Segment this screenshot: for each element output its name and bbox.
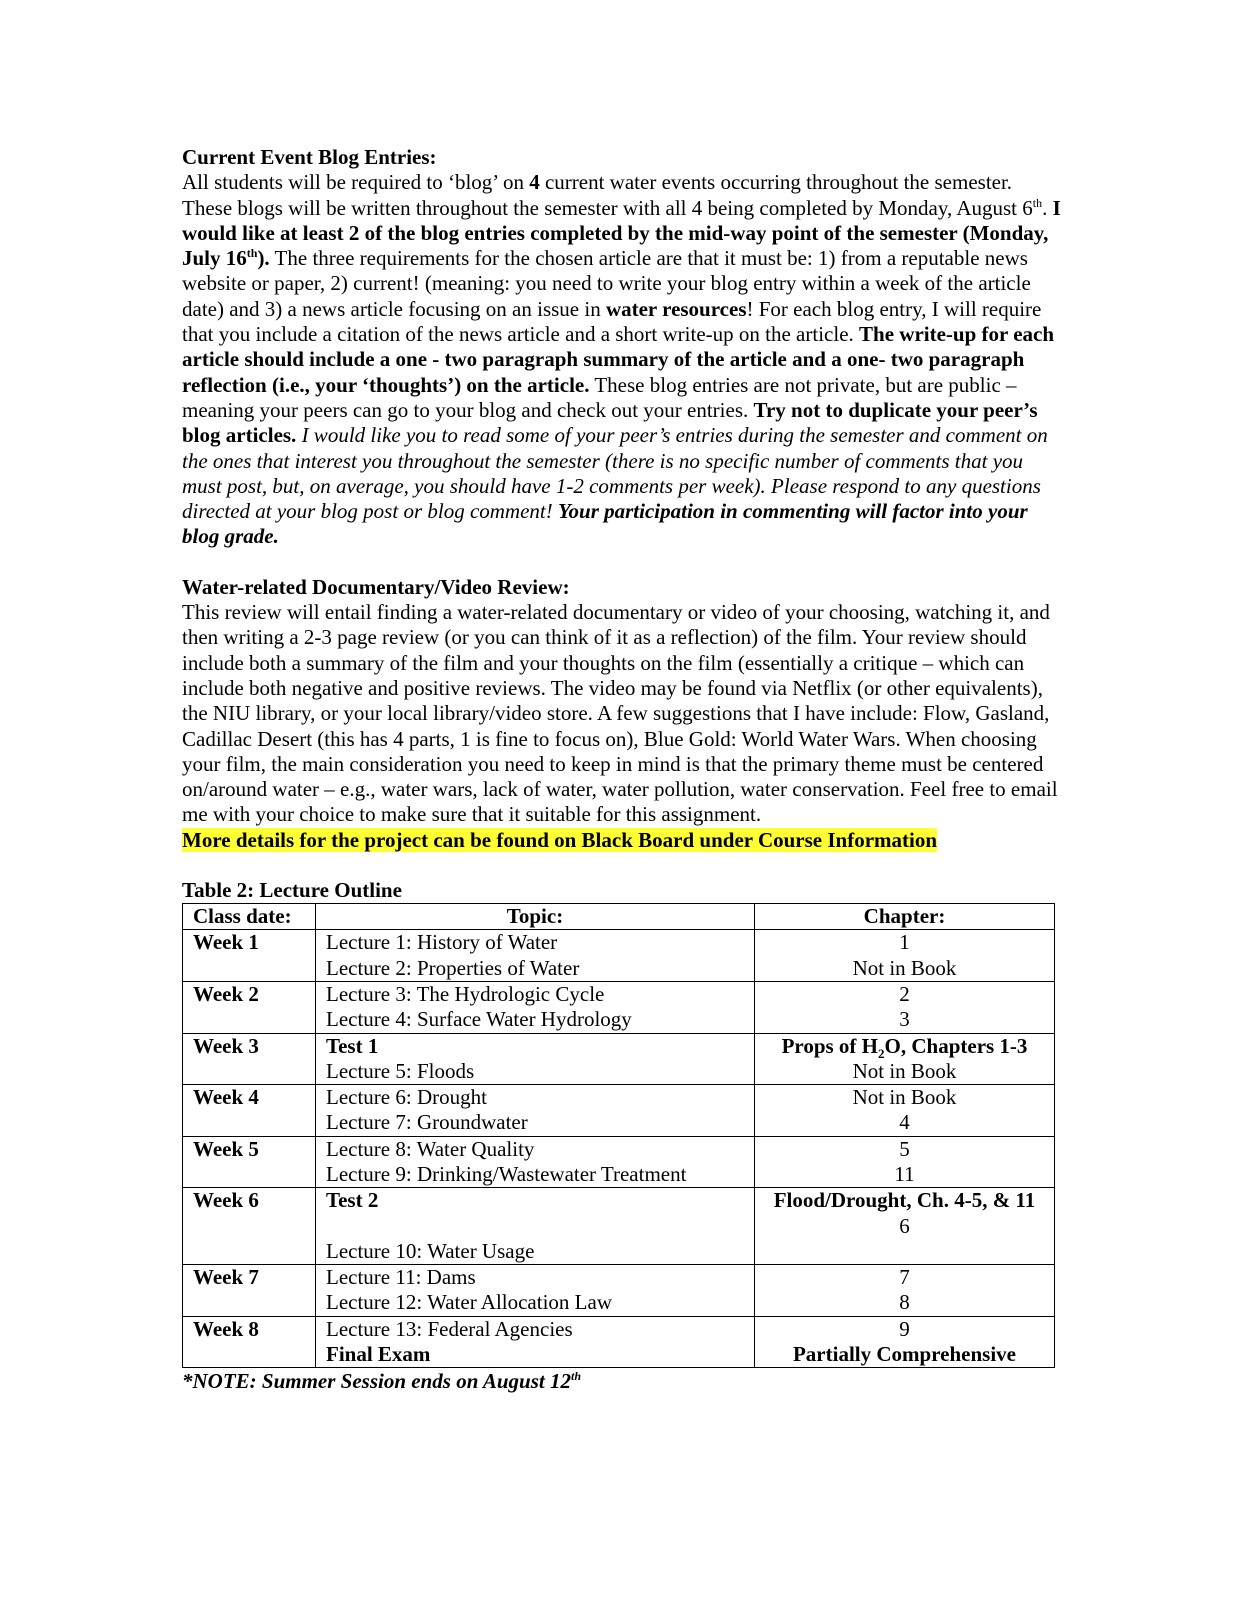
topic: Test 2	[326, 1188, 379, 1213]
chapter-cell	[755, 930, 1055, 982]
blog-heading: Current Event Blog Entries:	[182, 145, 437, 169]
document-page	[182, 145, 1062, 1394]
topic: Lecture 6: Drought	[326, 1085, 487, 1110]
table-row	[183, 1265, 1055, 1317]
topic-cell	[316, 930, 755, 982]
chapter: 7	[899, 1265, 910, 1290]
topic: Lecture 7: Groundwater	[326, 1110, 528, 1135]
topic: Test 1	[326, 1033, 379, 1058]
topic: Lecture 2: Properties of Water	[326, 955, 580, 980]
header-topic: Topic:	[316, 904, 755, 930]
chapter: 1	[899, 930, 910, 955]
blog-section	[182, 145, 1062, 550]
blog-count: 4	[529, 170, 540, 195]
superscript: th	[1032, 195, 1043, 210]
week-cell: Week 1	[183, 930, 316, 982]
chapter: Partially Comprehensive	[792, 1342, 1016, 1367]
week-cell: Week 3	[183, 1033, 316, 1085]
topic-cell	[316, 1265, 755, 1317]
note-text: *NOTE: Summer Session ends on August 12	[182, 1369, 571, 1394]
chapter-cell	[755, 1033, 1055, 1085]
chapter-cell	[755, 1188, 1055, 1265]
table-caption: Table 2: Lecture Outline	[182, 878, 402, 903]
week-cell: Week 4	[183, 1085, 316, 1137]
chapter: Not in Book	[852, 1085, 957, 1110]
blog-emphasis: Your participation in commenting will factor into your blog grade.	[182, 499, 1028, 549]
chapter-cell	[755, 1136, 1055, 1188]
superscript: th	[246, 246, 258, 261]
review-section	[182, 575, 1062, 853]
chapter: Flood/Drought, Ch. 4-5, & 11	[773, 1188, 1036, 1213]
chapter: 9	[899, 1316, 910, 1341]
chapter-part: Props of H	[781, 1033, 879, 1058]
week-cell: Week 8	[183, 1316, 316, 1368]
week-cell: Week 7	[183, 1265, 316, 1317]
topic: Lecture 11: Dams	[326, 1265, 476, 1290]
topic: Lecture 10: Water Usage	[326, 1238, 535, 1263]
chapter-cell	[755, 1085, 1055, 1137]
subscript: 2	[878, 1045, 885, 1061]
session-note	[182, 1368, 1062, 1394]
blog-text: .	[1042, 195, 1053, 220]
table-row	[183, 1136, 1055, 1188]
table-row	[183, 1188, 1055, 1265]
review-body: This review will entail finding a water-related documentary or video of your choosing, watching it, and then writing a 2-3 page review (or you can think of it as a reflection) of the film. Your review should include both a summary of the film and your thoughts on the film (essentially a critique – which can include both negative and positive reviews. The video may be found via Netflix (or other equivalents), the NIU library, or your local library/video store. A few suggestions that I have include: Flow, Gasland, Cadillac Desert (this has 4 parts, 1 is fine to focus on), Blue Gold: World Water Wars. When choosing your film, the main consideration you need to keep in mind is that the primary theme must be centered on/around water – e.g., water wars, lack of water, water pollution, water conservation. Feel free to email me with your choice to make sure that it suitable for this assignment.	[182, 600, 1058, 827]
lecture-outline-table	[182, 903, 1055, 1368]
topic-cell	[316, 1136, 755, 1188]
chapter	[755, 1034, 1054, 1059]
table-row	[183, 1316, 1055, 1368]
blog-emphasis: ).	[257, 246, 270, 271]
chapter-part: O, Chapters 1-3	[884, 1033, 1028, 1058]
blog-italic: I would like you to read some of your peer’s entries during the semester and comment on the ones that interest you throughout the semester (there is no specific number of comments that you must post, but, on average, you should have 1-2 comments per week). Please respond to any questions directed at your blog post or blog comment!	[182, 423, 1048, 524]
chapter: 8	[899, 1290, 910, 1315]
topic: Lecture 8: Water Quality	[326, 1136, 535, 1161]
topic: Lecture 12: Water Allocation Law	[326, 1290, 612, 1315]
table-row	[183, 1033, 1055, 1085]
chapter-cell	[755, 1316, 1055, 1368]
highlighted-note: More details for the project can be found on Black Board under Course Information	[182, 827, 938, 852]
blog-text: current water events occurring throughout the semester. These blogs will be written throughout the semester with all 4 being completed by Monday, August 6	[182, 170, 1033, 220]
topic: Lecture 9: Drinking/Wastewater Treatment	[326, 1161, 687, 1186]
topic-cell	[316, 1085, 755, 1137]
topic: Lecture 3: The Hydrologic Cycle	[326, 981, 605, 1006]
header-class-date: Class date:	[183, 904, 316, 930]
topic: Lecture 4: Surface Water Hydrology	[326, 1007, 632, 1032]
topic-cell	[316, 1188, 755, 1265]
blog-emphasis: I would like at least 2 of the blog entries completed by the mid-way point of the semester (Monday, July 16	[182, 195, 1061, 271]
week-cell: Week 2	[183, 981, 316, 1033]
chapter: Not in Book	[852, 955, 957, 980]
week-cell: Week 5	[183, 1136, 316, 1188]
chapter: Not in Book	[852, 1058, 957, 1083]
table-row	[183, 1085, 1055, 1137]
table-row	[183, 930, 1055, 982]
topic: Lecture 1: History of Water	[326, 930, 558, 955]
header-chapter: Chapter:	[755, 904, 1055, 930]
chapter: 11	[894, 1161, 915, 1186]
topic-cell	[316, 1316, 755, 1368]
review-heading: Water-related Documentary/Video Review:	[182, 574, 570, 599]
topic-cell	[316, 1033, 755, 1085]
topic: Final Exam	[326, 1342, 431, 1367]
chapter: 3	[899, 1007, 910, 1032]
blog-emphasis: water resources	[605, 296, 747, 321]
chapter: 5	[899, 1136, 910, 1161]
blog-text: These blog entries are not private, but are public – meaning your peers can go to your blog and check out your entries.	[182, 372, 1017, 422]
topic: Lecture 5: Floods	[326, 1058, 475, 1083]
chapter: 2	[899, 981, 910, 1006]
chapter: 6	[899, 1213, 910, 1238]
chapter-cell	[755, 981, 1055, 1033]
table-header-row	[183, 904, 1055, 930]
blog-text: ! For each blog entry, I will require that you include a citation of the news article and a short write-up on the article.	[182, 296, 1042, 347]
topic-cell	[316, 981, 755, 1033]
blog-text: All students will be required to ‘blog’ on	[182, 170, 530, 195]
chapter: 4	[899, 1110, 910, 1135]
superscript: th	[570, 1369, 581, 1384]
chapter-cell	[755, 1265, 1055, 1317]
table-row	[183, 981, 1055, 1033]
topic: Lecture 13: Federal Agencies	[326, 1316, 573, 1341]
blog-emphasis: Try not to duplicate your peer’s blog articles.	[182, 397, 1038, 448]
blog-text: The three requirements for the chosen article are that it must be: 1) from a reputable news website or paper, 2) current! (meaning: you need to write your blog entry within a week of the article date) and 3) a news article focusing on an issue in	[182, 246, 1031, 321]
blog-emphasis: The write-up for each article should include a one - two paragraph summary of the article and a one- two paragraph reflection (i.e., your ‘thoughts’) on the article.	[182, 322, 1055, 397]
week-cell: Week 6	[183, 1188, 316, 1265]
